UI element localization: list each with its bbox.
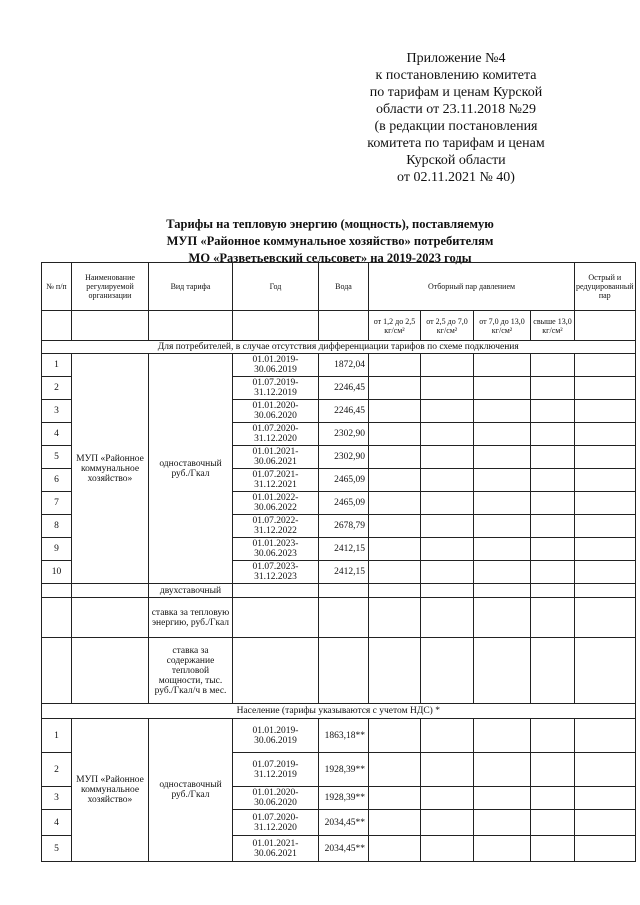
row-num: 7 (42, 492, 72, 515)
period: 01.01.2021-30.06.2021 (233, 446, 319, 469)
cell (421, 515, 474, 538)
cell (233, 584, 319, 598)
cell (474, 584, 531, 598)
water-value: 2246,45 (319, 377, 369, 400)
appendix-line: Приложение №4 (406, 51, 506, 66)
cell (531, 753, 575, 787)
period: 01.01.2021-30.06.2021 (233, 836, 319, 862)
cell (575, 787, 636, 810)
cell (474, 492, 531, 515)
cell (319, 584, 369, 598)
cell (421, 469, 474, 492)
cell (369, 354, 421, 377)
cell (531, 584, 575, 598)
row-num: 1 (42, 354, 72, 377)
cell (474, 354, 531, 377)
water-value: 1928,39** (319, 753, 369, 787)
title-line: МУП «Районное коммунальное хозяйство» потребителям (166, 234, 494, 248)
appendix-reference (348, 50, 564, 186)
cell (531, 787, 575, 810)
cell (369, 423, 421, 446)
org-name: МУП «Районное коммунальное хозяйство» (72, 354, 149, 584)
cell (531, 423, 575, 446)
cell (575, 492, 636, 515)
cell (474, 423, 531, 446)
tariff-type: одноставочный руб./Гкал (149, 354, 233, 584)
section-1-title: Для потребителей, в случае отсутствия дифференциации тарифов по схеме подключения (42, 341, 636, 354)
cell (369, 515, 421, 538)
cell (575, 354, 636, 377)
cell (369, 561, 421, 584)
cell (575, 753, 636, 787)
appendix-line: комитета по тарифам и ценам (367, 136, 545, 151)
cell (233, 598, 319, 638)
title-line: Тарифы на тепловую энергию (мощность), поставляемую (166, 217, 494, 231)
tariff-type: одноставочный руб./Гкал (149, 719, 233, 862)
cell (474, 787, 531, 810)
cell (474, 446, 531, 469)
document-title (100, 216, 560, 267)
cell (575, 836, 636, 862)
header-pressure-1: от 1,2 до 2,5 кг/см² (369, 311, 421, 341)
cell (531, 598, 575, 638)
cell (369, 492, 421, 515)
header-type: Вид тарифа (149, 263, 233, 311)
appendix-line: к постановлению комитета (375, 68, 537, 83)
cell (369, 469, 421, 492)
cell (369, 538, 421, 561)
water-value: 1863,18** (319, 719, 369, 753)
cell (42, 638, 72, 704)
cell (474, 836, 531, 862)
period: 01.01.2022-30.06.2022 (233, 492, 319, 515)
cell (531, 515, 575, 538)
table-row (42, 584, 636, 598)
cell (531, 400, 575, 423)
period: 01.07.2020-31.12.2020 (233, 423, 319, 446)
header-sharp: Острый и редуцированный пар (575, 263, 636, 311)
title-line: МО «Разветьевский сельсовет» на 2019-2023 годы (188, 251, 472, 265)
cell (421, 787, 474, 810)
water-value: 2034,45** (319, 836, 369, 862)
period: 01.07.2022-31.12.2022 (233, 515, 319, 538)
cell (421, 638, 474, 704)
period: 01.07.2019-31.12.2019 (233, 377, 319, 400)
cell (421, 538, 474, 561)
appendix-line: от 02.11.2021 № 40) (397, 170, 515, 185)
cell (474, 538, 531, 561)
cell (575, 719, 636, 753)
header-pressure-3: от 7,0 до 13,0 кг/см² (474, 311, 531, 341)
water-value: 2034,45** (319, 810, 369, 836)
table-row (42, 719, 636, 753)
cell (575, 515, 636, 538)
cell (474, 469, 531, 492)
cell (531, 377, 575, 400)
water-value: 2412,15 (319, 538, 369, 561)
header-steam: Отборный пар давлением (369, 263, 575, 311)
water-value: 2302,90 (319, 423, 369, 446)
cell (575, 423, 636, 446)
cell (575, 810, 636, 836)
cell (42, 584, 72, 598)
period: 01.07.2020-31.12.2020 (233, 810, 319, 836)
cell (421, 810, 474, 836)
cell (421, 561, 474, 584)
cell (369, 377, 421, 400)
cell (421, 400, 474, 423)
period: 01.01.2023-30.06.2023 (233, 538, 319, 561)
cell (72, 584, 149, 598)
row-num: 4 (42, 423, 72, 446)
water-value: 1872,04 (319, 354, 369, 377)
row-num: 6 (42, 469, 72, 492)
cell (531, 492, 575, 515)
cell (369, 719, 421, 753)
cell (369, 638, 421, 704)
cell (531, 538, 575, 561)
cell (575, 446, 636, 469)
cell (474, 561, 531, 584)
appendix-line: по тарифам и ценам Курской (369, 85, 543, 100)
cell (421, 446, 474, 469)
cell (233, 638, 319, 704)
row-num: 4 (42, 810, 72, 836)
period: 01.01.2020-30.06.2020 (233, 400, 319, 423)
cell (531, 446, 575, 469)
cell (319, 598, 369, 638)
section-row (42, 704, 636, 719)
cell (421, 354, 474, 377)
row-num: 9 (42, 538, 72, 561)
cell (72, 638, 149, 704)
cell (531, 810, 575, 836)
cell (531, 638, 575, 704)
cell (575, 400, 636, 423)
cell (421, 719, 474, 753)
water-value: 2246,45 (319, 400, 369, 423)
cell (369, 400, 421, 423)
cell (531, 836, 575, 862)
period: 01.01.2020-30.06.2020 (233, 787, 319, 810)
header-pressure-2: от 2,5 до 7,0 кг/см² (421, 311, 474, 341)
water-value: 2302,90 (319, 446, 369, 469)
cell (421, 584, 474, 598)
appendix-line: (в редакции постановления (374, 119, 538, 134)
tariff-table (41, 262, 636, 862)
cell (474, 400, 531, 423)
water-value: 2678,79 (319, 515, 369, 538)
cell (421, 423, 474, 446)
cell (369, 836, 421, 862)
row-num: 2 (42, 377, 72, 400)
two-part-label: двухставочный (149, 584, 233, 598)
header-row (42, 263, 636, 311)
cell (369, 810, 421, 836)
period: 01.01.2019-30.06.2019 (233, 354, 319, 377)
table-row (42, 638, 636, 704)
cell (575, 584, 636, 598)
header-pressure-4: свыше 13,0 кг/см² (531, 311, 575, 341)
appendix-line: Курской области (406, 153, 506, 168)
row-num: 10 (42, 561, 72, 584)
cell (369, 787, 421, 810)
cell (369, 753, 421, 787)
header-org: Наименование регулируемой организации (72, 263, 149, 311)
cell (474, 515, 531, 538)
row-num: 3 (42, 787, 72, 810)
cell (42, 311, 72, 341)
cell (421, 753, 474, 787)
cell (575, 377, 636, 400)
period: 01.07.2021-31.12.2021 (233, 469, 319, 492)
row-num: 3 (42, 400, 72, 423)
header-water: Вода (319, 263, 369, 311)
cell (474, 638, 531, 704)
cell (369, 598, 421, 638)
period: 01.07.2023-31.12.2023 (233, 561, 319, 584)
cell (531, 469, 575, 492)
row-num: 2 (42, 753, 72, 787)
header-num: № п/п (42, 263, 72, 311)
period: 01.01.2019-30.06.2019 (233, 719, 319, 753)
water-value: 2412,15 (319, 561, 369, 584)
cell (474, 810, 531, 836)
org-name: МУП «Районное коммунальное хозяйство» (72, 719, 149, 862)
cell (421, 598, 474, 638)
rate-power-label: ставка за содержание тепловой мощности, тыс. руб./Гкал/ч в мес. (149, 638, 233, 704)
period: 01.07.2019-31.12.2019 (233, 753, 319, 787)
cell (149, 311, 233, 341)
cell (369, 584, 421, 598)
table-row (42, 598, 636, 638)
rate-energy-label: ставка за тепловую энергию, руб./Гкал (149, 598, 233, 638)
section-row (42, 341, 636, 354)
cell (319, 638, 369, 704)
water-value: 1928,39** (319, 787, 369, 810)
cell (575, 311, 636, 341)
cell (421, 836, 474, 862)
cell (369, 446, 421, 469)
section-2-title: Население (тарифы указываются с учетом НДС) * (42, 704, 636, 719)
cell (42, 598, 72, 638)
cell (421, 492, 474, 515)
row-num: 8 (42, 515, 72, 538)
cell (72, 311, 149, 341)
header-subrow (42, 311, 636, 341)
cell (474, 598, 531, 638)
cell (531, 719, 575, 753)
cell (233, 311, 319, 341)
cell (474, 753, 531, 787)
cell (575, 469, 636, 492)
cell (531, 354, 575, 377)
cell (531, 561, 575, 584)
row-num: 1 (42, 719, 72, 753)
table-row (42, 354, 636, 377)
header-year: Год (233, 263, 319, 311)
row-num: 5 (42, 446, 72, 469)
cell (575, 538, 636, 561)
cell (319, 311, 369, 341)
cell (474, 377, 531, 400)
row-num: 5 (42, 836, 72, 862)
cell (575, 561, 636, 584)
cell (474, 719, 531, 753)
cell (575, 638, 636, 704)
appendix-line: области от 23.11.2018 №29 (375, 102, 537, 117)
cell (421, 377, 474, 400)
water-value: 2465,09 (319, 492, 369, 515)
cell (72, 598, 149, 638)
cell (575, 598, 636, 638)
water-value: 2465,09 (319, 469, 369, 492)
